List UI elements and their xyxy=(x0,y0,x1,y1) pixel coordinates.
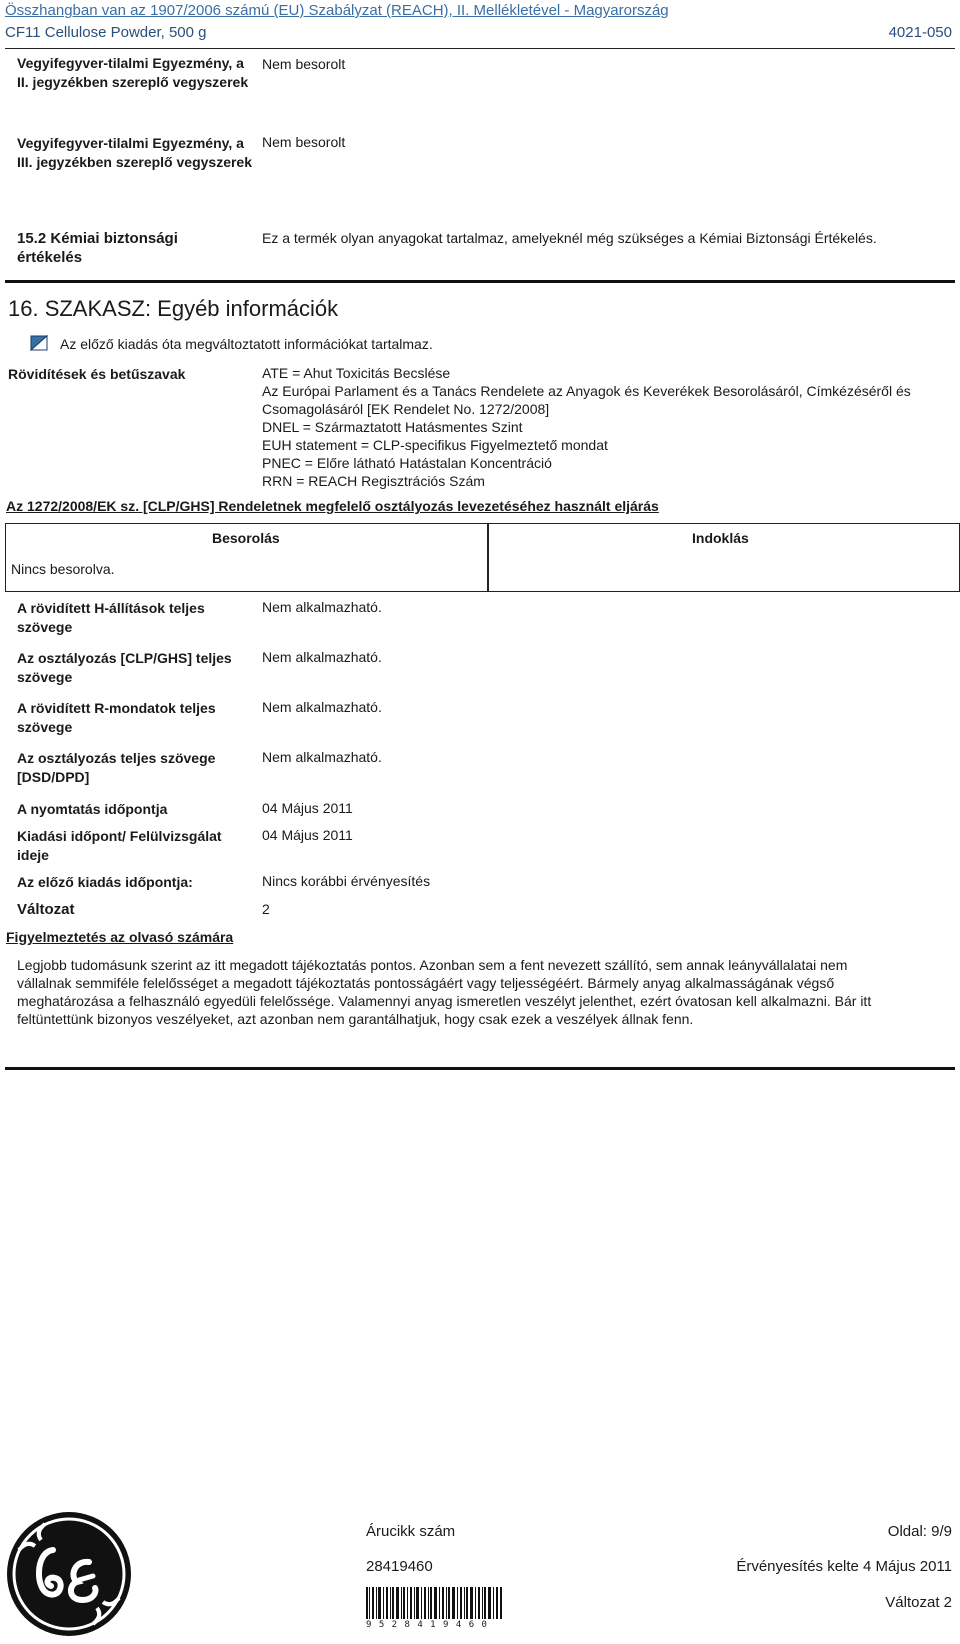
issue-date-label: Kiadási időpont/ Felülvizsgálat ideje xyxy=(17,828,222,863)
version-label: Változat xyxy=(17,901,75,918)
dsd-classification-value: Nem alkalmazható. xyxy=(262,749,382,765)
article-number: 28419460 xyxy=(366,1558,433,1575)
print-date-value: 04 Május 2011 xyxy=(262,800,353,816)
safety-assessment-label: 15.2 Kémiai biztonsági értékelés xyxy=(17,230,178,266)
table-header-justification: Indoklás xyxy=(692,530,749,546)
abbr-line: RRN = REACH Regisztrációs Szám xyxy=(262,473,485,489)
print-date-label: A nyomtatás időpontja xyxy=(17,801,168,817)
article-number-label: Árucikk szám xyxy=(366,1523,456,1540)
previous-issue-value: Nincs korábbi érvényesítés xyxy=(262,873,431,889)
abbreviations-label: Rövidítések és betűszavak xyxy=(8,366,186,382)
version-value: 2 xyxy=(262,901,270,917)
barcode-digits: 9 5 2 8 4 1 9 4 6 0 xyxy=(366,1620,488,1630)
document-title: Összhangban van az 1907/2006 számú (EU) Szabályzat (REACH), II. Mellékletével - Magyarország xyxy=(5,2,669,19)
section-16-title: 16. SZAKASZ: Egyéb információk xyxy=(8,296,339,321)
abbr-line: DNEL = Származtatott Hatásmentes Szint xyxy=(262,419,523,435)
product-code: 4021-050 xyxy=(888,24,952,41)
section-divider xyxy=(5,280,955,283)
notice-text: Legjobb tudomásunk szerint az itt megadott tájékoztatás pontos. Azonban sem a fent nevezett szállító, sem annak leányvállalatai nem vállalnak semmiféle felelősséget a megadott tájékoztatás pontosságáért vagy teljességéért. Bármely anyag alkalmasságának végső meghatározása a felhasználó egyedüli felelőssége. Valamennyi anyag ismeretlen veszélyt jelenthet, ezért óvatosan kell alkalmazni. Bár itt feltüntettünk bizonyos veszélyeket, azt azonban nem garantálhatjuk, hogy csak ezek a veszélyek állnak fenn. xyxy=(17,957,872,1027)
clp-classification-value: Nem alkalmazható. xyxy=(262,649,382,665)
clp-classification-label: Az osztályozás [CLP/GHS] teljes szövege xyxy=(17,650,232,685)
notice-heading: Figyelmeztetés az olvasó számára xyxy=(6,929,234,945)
previous-issue-label: Az előző kiadás időpontja: xyxy=(17,874,193,890)
header-divider xyxy=(5,48,955,49)
chem-weapons-3-label: Vegyifegyver-tilalmi Egyezmény, a III. jegyzékben szereplő vegyszerek xyxy=(17,135,253,170)
ge-logo-icon xyxy=(5,1510,133,1638)
table-cell-classification: Nincs besorolva. xyxy=(11,561,115,577)
safety-assessment-value: Ez a termék olyan anyagokat tartalmaz, amelyeknél még szükséges a Kémiai Biztonsági Értékelés. xyxy=(262,230,877,246)
chem-weapons-2-label: Vegyifegyver-tilalmi Egyezmény, a II. jegyzékben szereplő vegyszerek xyxy=(17,55,249,90)
table-header-classification: Besorolás xyxy=(212,530,280,546)
chem-weapons-3-value: Nem besorolt xyxy=(262,134,346,150)
changed-info-note: Az előző kiadás óta megváltoztatott információkat tartalmaz. xyxy=(60,336,433,352)
table-column-divider xyxy=(487,524,489,591)
dsd-classification-label: Az osztályozás teljes szövege [DSD/DPD] xyxy=(17,750,216,785)
page-number: Oldal: 9/9 xyxy=(887,1523,952,1540)
r-phrases-value: Nem alkalmazható. xyxy=(262,699,382,715)
r-phrases-label: A rövidített R-mondatok teljes szövege xyxy=(17,700,216,735)
classification-table xyxy=(5,523,960,592)
chem-weapons-2-value: Nem besorolt xyxy=(262,56,346,72)
issue-date-value: 04 Május 2011 xyxy=(262,827,353,843)
procedure-heading: Az 1272/2008/EK sz. [CLP/GHS] Rendeletnek megfelelő osztályozás levezetéséhez használt eljárás xyxy=(6,498,659,514)
abbreviations-list xyxy=(262,364,911,490)
h-statements-value: Nem alkalmazható. xyxy=(262,599,382,615)
abbr-line: Csomagolásáról [EK Rendelet No. 1272/2008] xyxy=(262,401,550,417)
footer-version: Változat 2 xyxy=(885,1594,952,1611)
product-name: CF11 Cellulose Powder, 500 g xyxy=(5,24,207,41)
abbr-line: Az Európai Parlament és a Tanács Rendelete az Anyagok és Keverékek Besorolásáról, Címkézéséről és xyxy=(262,383,911,399)
content-end-divider xyxy=(5,1067,955,1070)
validity-date: Érvényesítés kelte 4 Május 2011 xyxy=(736,1558,952,1575)
abbr-line: EUH statement = CLP-specifikus Figyelmeztető mondat xyxy=(262,437,608,453)
abbr-line: PNEC = Előre látható Hatástalan Koncentráció xyxy=(262,455,552,471)
h-statements-label: A rövidített H-állítások teljes szövege xyxy=(17,600,205,635)
abbr-line: ATE = Ahut Toxicitás Becslése xyxy=(262,365,451,381)
change-flag-icon xyxy=(30,334,48,352)
